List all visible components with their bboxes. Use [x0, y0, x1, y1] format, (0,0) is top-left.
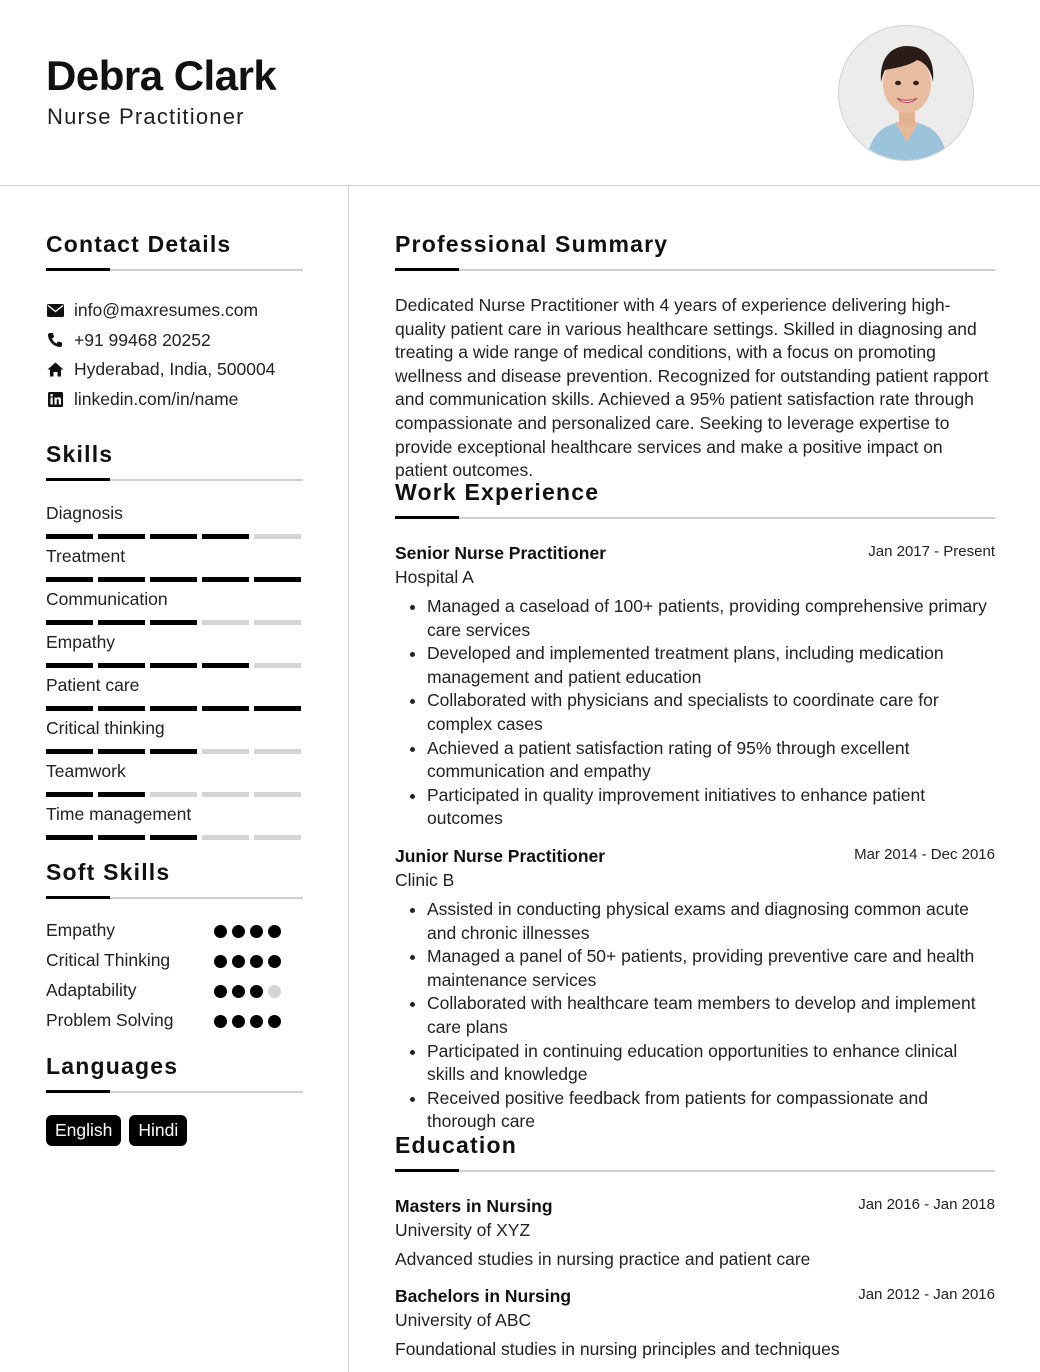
- languages-section-heading: [46, 1053, 303, 1093]
- skill-level-bar: [46, 534, 301, 539]
- rating-dot: [232, 1015, 245, 1028]
- skill-level-segment: [254, 792, 301, 797]
- skill-level-segment: [150, 706, 197, 711]
- soft-skill-name: Empathy: [46, 920, 116, 940]
- skill-level-segment: [98, 577, 145, 582]
- skill-level-segment: [46, 706, 93, 711]
- education-section-heading: [395, 1132, 995, 1172]
- skill-name: Critical thinking: [46, 718, 165, 738]
- contact-phone[interactable]: [46, 326, 306, 356]
- skill-level-segment: [46, 620, 93, 625]
- job-title: Junior Nurse Practitioner: [395, 846, 606, 866]
- rating-dot: [250, 985, 263, 998]
- phone-icon: [46, 331, 64, 349]
- candidate-title: Nurse Practitioner: [47, 104, 245, 129]
- rating-dot: [268, 985, 281, 998]
- skill-level-segment: [150, 792, 197, 797]
- skill-level-segment: [254, 663, 301, 668]
- heading-rule-accent: [46, 1090, 110, 1093]
- school-name: University of ABC: [395, 1310, 532, 1330]
- rating-dot: [214, 1015, 227, 1028]
- profile-photo: [838, 25, 974, 161]
- job-title: Senior Nurse Practitioner: [395, 543, 607, 563]
- skill-level-segment: [46, 577, 93, 582]
- skill-level-bar: [46, 749, 301, 754]
- skill-level-segment: [202, 663, 249, 668]
- job-bullet: • Achieved a patient satisfaction rating of 95% through excellent communication and empathy: [427, 737, 995, 784]
- skill-level-segment: [202, 620, 249, 625]
- skill-row: [46, 675, 302, 718]
- rating-dot: [214, 985, 227, 998]
- education-dates: Jan 2016 - Jan 2018: [858, 1196, 995, 1213]
- skill-level-segment: [46, 792, 93, 797]
- skill-name: Time management: [46, 804, 192, 824]
- languages-heading: Languages: [46, 1053, 179, 1079]
- skill-level-segment: [150, 663, 197, 668]
- experience-section-heading: [395, 479, 995, 519]
- rating-dot: [214, 955, 227, 968]
- summary-heading: Professional Summary: [395, 231, 669, 257]
- job-bullet: • Participated in quality improvement initiatives to enhance patient outcomes: [427, 784, 995, 831]
- languages-list: [46, 1115, 187, 1146]
- soft-skill-rating: [214, 1015, 281, 1028]
- school-name: University of XYZ: [395, 1220, 531, 1240]
- skill-name: Teamwork: [46, 761, 126, 781]
- heading-rule-accent: [395, 268, 459, 271]
- skill-level-segment: [254, 835, 301, 840]
- skill-row: [46, 761, 302, 804]
- contact-linkedin-text: linkedin.com/in/name: [74, 388, 239, 409]
- soft-skill-name: Problem Solving: [46, 1010, 174, 1030]
- skill-level-segment: [254, 749, 301, 754]
- skill-level-bar: [46, 577, 301, 582]
- job-dates: Jan 2017 - Present: [868, 543, 995, 560]
- rating-dot: [268, 925, 281, 938]
- envelope-icon: [46, 302, 64, 320]
- skill-level-segment: [46, 749, 93, 754]
- skill-level-segment: [150, 577, 197, 582]
- skill-level-segment: [46, 663, 93, 668]
- skill-level-bar: [46, 620, 301, 625]
- soft-skill-rating: [214, 985, 281, 998]
- language-badge: English: [46, 1115, 121, 1146]
- job-organization: Hospital A: [395, 567, 474, 587]
- job-organization: Clinic B: [395, 870, 455, 890]
- skill-level-segment: [254, 577, 301, 582]
- soft-skill-row: [46, 1010, 302, 1040]
- skill-row: [46, 804, 302, 847]
- rating-dot: [268, 1015, 281, 1028]
- skill-row: [46, 632, 302, 675]
- experience-heading: Work Experience: [395, 479, 600, 505]
- skill-level-bar: [46, 835, 301, 840]
- job-bullet: • Received positive feedback from patients for compassionate and thorough care: [427, 1087, 995, 1134]
- skill-name: Treatment: [46, 546, 126, 566]
- soft-skill-row: [46, 950, 302, 980]
- skill-level-segment: [202, 577, 249, 582]
- contact-phone-text: +91 99468 20252: [74, 329, 211, 350]
- education-description: Advanced studies in nursing practice and patient care: [395, 1249, 811, 1269]
- language-badge: Hindi: [129, 1115, 187, 1146]
- skill-level-segment: [98, 835, 145, 840]
- summary-text: Dedicated Nurse Practitioner with 4 years of experience delivering high-quality patient care in various healthcare settings. Skilled in diagnosing and treating a wide range of medical conditions, with a focus on promoting wellness and disease prevention. Recognized for outstanding patient rapport and communication skills. Achieved a 95% patient satisfaction rate through compassionate and personalized care. Seeking to leverage expertise to provide exceptional healthcare services and make a positive impact on patient outcomes.: [395, 295, 989, 481]
- soft-skill-name: Critical Thinking: [46, 950, 171, 970]
- column-divider: [348, 186, 349, 1372]
- summary-section-heading: [395, 231, 995, 271]
- skill-level-segment: [150, 534, 197, 539]
- skill-level-segment: [98, 534, 145, 539]
- skill-level-segment: [202, 835, 249, 840]
- skill-name: Empathy: [46, 632, 116, 652]
- contact-section-heading: [46, 231, 303, 271]
- contact-address: [46, 355, 306, 385]
- rating-dot: [250, 955, 263, 968]
- education-heading: Education: [395, 1132, 517, 1158]
- rating-dot: [232, 985, 245, 998]
- degree-title: Masters in Nursing: [395, 1196, 553, 1216]
- contact-email-text: info@maxresumes.com: [74, 300, 259, 321]
- skill-name: Communication: [46, 589, 168, 609]
- job-bullet: • Collaborated with healthcare team members to develop and implement care plans: [427, 992, 995, 1039]
- rating-dot: [232, 955, 245, 968]
- skill-level-segment: [150, 835, 197, 840]
- skill-level-segment: [202, 706, 249, 711]
- job-bullet: • Collaborated with physicians and specialists to coordinate care for complex cases: [427, 689, 995, 736]
- skill-level-segment: [150, 749, 197, 754]
- soft-skill-rating: [214, 955, 281, 968]
- skill-row: [46, 589, 302, 632]
- heading-rule-accent: [46, 896, 110, 899]
- soft-skills-list: [46, 920, 302, 1040]
- job-bullets: [395, 595, 995, 831]
- linkedin-icon: [46, 390, 64, 408]
- skills-list: [46, 503, 302, 847]
- skill-level-bar: [46, 706, 301, 711]
- skill-level-segment: [46, 534, 93, 539]
- contact-linkedin[interactable]: [46, 385, 306, 415]
- job-bullet: • Developed and implemented treatment plans, including medication management and patient education: [427, 642, 995, 689]
- degree-title: Bachelors in Nursing: [395, 1286, 572, 1306]
- education-description: Foundational studies in nursing principles and techniques: [395, 1339, 840, 1359]
- job-bullet: • Managed a caseload of 100+ patients, providing comprehensive primary care services: [427, 595, 995, 642]
- job-bullet: • Managed a panel of 50+ patients, providing preventive care and health maintenance services: [427, 945, 995, 992]
- education-entry: [395, 1286, 995, 1360]
- contact-address-text: Hyderabad, India, 500004: [74, 359, 276, 380]
- skill-level-segment: [98, 792, 145, 797]
- candidate-name: Debra Clark: [46, 52, 277, 99]
- heading-rule-accent: [395, 516, 459, 519]
- job-bullet: • Assisted in conducting physical exams and diagnosing common acute and chronic illnesses: [427, 898, 995, 945]
- skill-level-segment: [202, 749, 249, 754]
- heading-rule-accent: [46, 268, 110, 271]
- person-photo-icon: [839, 26, 974, 161]
- heading-rule: [395, 269, 995, 271]
- skill-row: [46, 718, 302, 761]
- soft-skill-row: [46, 980, 302, 1010]
- skill-row: [46, 503, 302, 546]
- skill-level-bar: [46, 792, 301, 797]
- skill-level-segment: [46, 835, 93, 840]
- rating-dot: [214, 925, 227, 938]
- soft-skill-name: Adaptability: [46, 980, 137, 1000]
- contact-list: [46, 296, 306, 414]
- job-dates: Mar 2014 - Dec 2016: [854, 846, 995, 863]
- heading-rule: [395, 517, 995, 519]
- job-entry: [395, 543, 995, 831]
- skill-level-segment: [254, 620, 301, 625]
- skill-level-segment: [150, 620, 197, 625]
- skill-level-segment: [202, 534, 249, 539]
- skill-level-segment: [98, 663, 145, 668]
- skill-name: Patient care: [46, 675, 140, 695]
- rating-dot: [232, 925, 245, 938]
- skill-level-bar: [46, 663, 301, 668]
- contact-heading: Contact Details: [46, 231, 232, 257]
- skill-level-segment: [254, 706, 301, 711]
- job-bullet: • Participated in continuing education opportunities to enhance clinical skills and knowledge: [427, 1040, 995, 1087]
- skill-level-segment: [202, 792, 249, 797]
- skill-name: Diagnosis: [46, 503, 123, 523]
- soft-skill-row: [46, 920, 302, 950]
- soft-skills-heading: Soft Skills: [46, 859, 171, 885]
- heading-rule: [395, 1170, 995, 1172]
- resume-header: [0, 0, 1040, 186]
- rating-dot: [250, 925, 263, 938]
- skill-row: [46, 546, 302, 589]
- skill-level-segment: [98, 620, 145, 625]
- job-bullets: [395, 898, 995, 1134]
- heading-rule-accent: [395, 1169, 459, 1172]
- heading-rule-accent: [46, 478, 110, 481]
- home-icon: [46, 361, 64, 379]
- skill-level-segment: [98, 706, 145, 711]
- rating-dot: [250, 1015, 263, 1028]
- skills-heading: Skills: [46, 441, 114, 467]
- soft-skill-rating: [214, 925, 281, 938]
- education-dates: Jan 2012 - Jan 2016: [858, 1286, 995, 1303]
- education-entry: [395, 1196, 995, 1270]
- skill-level-segment: [98, 749, 145, 754]
- skill-level-segment: [254, 534, 301, 539]
- rating-dot: [268, 955, 281, 968]
- soft-skills-section-heading: [46, 859, 303, 899]
- contact-email[interactable]: [46, 296, 306, 326]
- skills-section-heading: [46, 441, 303, 481]
- job-entry: [395, 846, 995, 1134]
